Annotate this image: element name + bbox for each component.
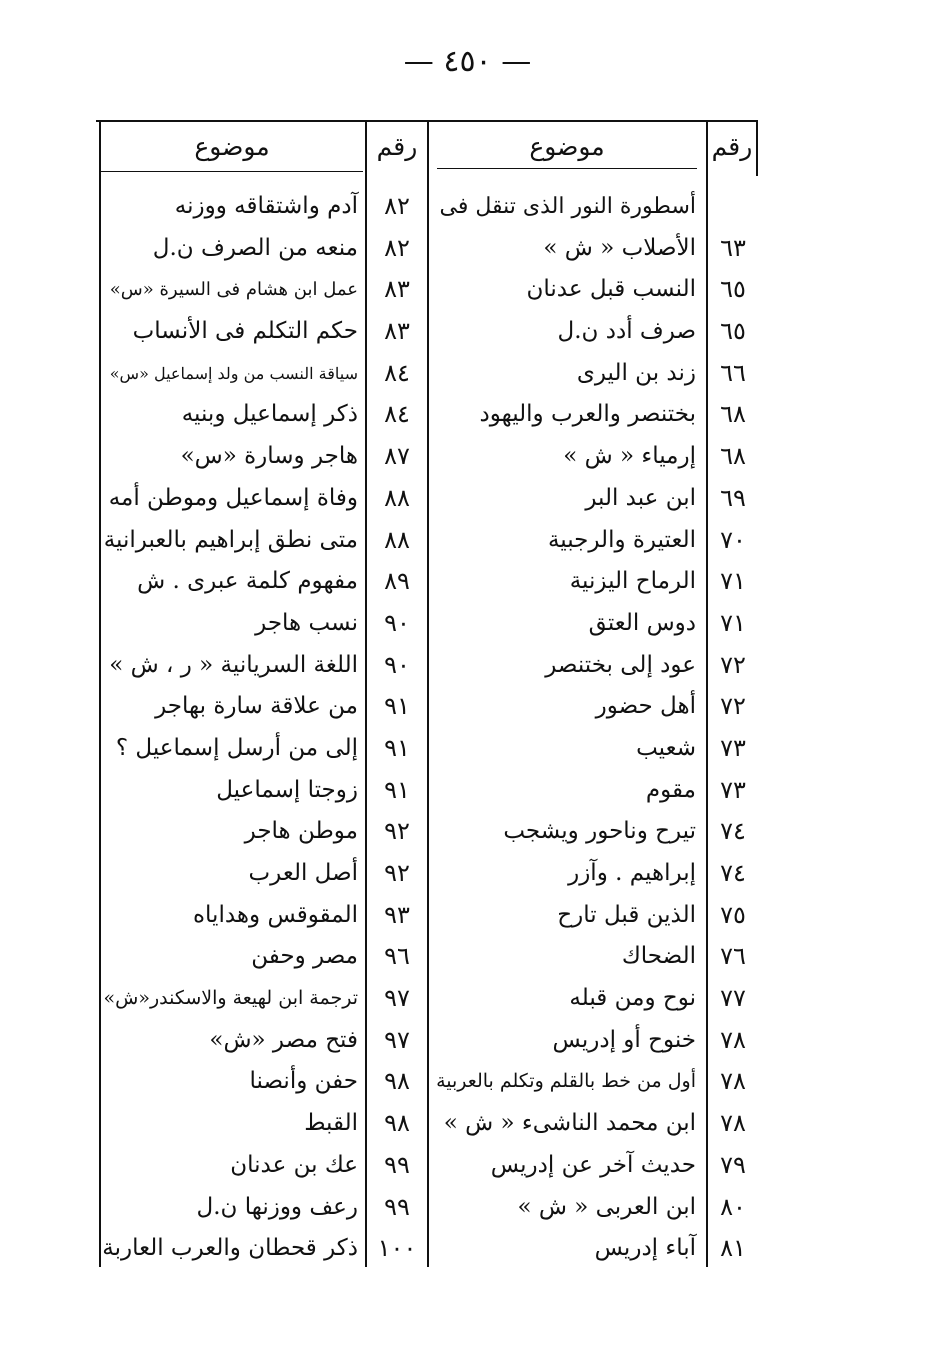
entry-topic: إلى من أرسل إسماعيل ؟ — [115, 734, 358, 761]
entry-page-number: ٩٨ — [384, 1067, 410, 1096]
right-number-header: رقم — [711, 132, 753, 161]
entry-topic: آدم واشتقاقه ووزنه — [174, 193, 358, 219]
entry-page-number: ٩٢ — [384, 859, 410, 887]
entry-topic: وفاة إسماعيل وموطن أمه — [108, 484, 358, 511]
entry-page-number: ٧٣ — [720, 775, 746, 804]
entry-page-number: ٧٤ — [720, 817, 746, 846]
entry-topic: رعف ووزنها ن.ل — [196, 1193, 358, 1220]
entry-page-number: ٩٠ — [384, 650, 410, 679]
entry-page-number: ٨١ — [720, 1234, 746, 1263]
left-topic-header: موضوع — [194, 132, 270, 161]
entry-page-number: ٦٣ — [720, 233, 746, 262]
entry-topic: إبراهيم . وآزر — [568, 860, 696, 886]
entry-topic: أهل حضور — [595, 693, 696, 720]
entry-topic: إرمياء « ش » — [563, 443, 696, 470]
entry-topic: بختنصر والعرب واليهود — [479, 401, 696, 428]
entry-topic: صرف أدد ن.ل — [557, 318, 696, 345]
entry-page-number: ٨٣ — [384, 275, 410, 304]
entry-page-number: ٧٤ — [720, 859, 746, 887]
entry-topic: الرماح اليزنية — [569, 568, 696, 595]
entry-topic: ابن العربى « ش » — [517, 1193, 696, 1220]
entry-page-number: ٧٧ — [720, 984, 746, 1013]
entry-topic: خنوح أو إدريس — [552, 1026, 696, 1053]
entry-topic: آباء إدريس — [594, 1235, 696, 1262]
entry-topic: زوجتا إسماعيل — [216, 776, 358, 803]
left-topic-column — [100, 186, 358, 1270]
entry-page-number: ١٠٠ — [377, 1234, 417, 1263]
entry-page-number: ٩٢ — [384, 817, 410, 846]
entry-topic: أصل العرب — [248, 860, 358, 886]
entry-topic: ابن عبد البر — [585, 484, 696, 511]
entry-page-number: ٧٠ — [720, 525, 746, 554]
column-divider-middle — [427, 122, 429, 1267]
entry-topic: القبط — [304, 1110, 358, 1137]
entry-page-number: ٨٤ — [384, 358, 410, 387]
entry-page-number: ٧١ — [720, 567, 746, 596]
entry-page-number: ٨٤ — [384, 400, 410, 429]
entry-topic: دوس العتق — [588, 609, 696, 636]
entry-page-number: ٦٩ — [720, 483, 746, 512]
entry-topic: متى نطق إبراهيم بالعبرانية — [103, 526, 358, 553]
entry-page-number: ٨٠ — [720, 1192, 746, 1221]
entry-topic: هاجر وسارة «س» — [180, 443, 358, 470]
entry-topic: أول من خط بالقلم وتكلم بالعربية — [436, 1070, 696, 1093]
entry-topic: النسب قبل عدنان — [526, 276, 696, 303]
entry-page-number: ٧٨ — [720, 1025, 746, 1054]
entry-topic: مفهوم كلمة عبرى . ش — [137, 568, 358, 595]
entry-page-number: ٩١ — [384, 775, 410, 804]
entry-topic: ترجمة ابن لهيعة والاسكندر«ش» — [103, 987, 358, 1010]
entry-topic: عك بن عدنان — [230, 1151, 358, 1178]
entry-page-number: ٩٧ — [384, 1025, 410, 1054]
entry-page-number: ٦٥ — [720, 317, 746, 346]
entry-topic: منعه من الصرف ن.ل — [152, 234, 358, 261]
entry-topic: ذكر إسماعيل وبنيه — [181, 401, 358, 428]
entry-page-number: ٩٦ — [384, 942, 410, 971]
right-topic-header: موضوع — [529, 132, 605, 161]
entry-topic: مقوم — [645, 776, 696, 803]
entry-page-number: ٦٨ — [720, 442, 746, 471]
entry-page-number: ٧٨ — [720, 1109, 746, 1138]
entry-topic: أسطورة النور الذى تنقل فى — [439, 194, 696, 219]
page-number: — ٤٥٠ — — [403, 44, 532, 79]
entry-topic: حفن وأنصنا — [249, 1068, 358, 1095]
entry-page-number: ٧٩ — [720, 1150, 746, 1179]
entry-page-number: ٩١ — [384, 733, 410, 762]
entry-page-number: ٨٣ — [384, 317, 410, 346]
entry-page-number: ٩٧ — [384, 984, 410, 1013]
entry-page-number: ٧٦ — [720, 942, 746, 971]
entry-topic: ذكر قحطان والعرب العاربة — [102, 1235, 358, 1262]
entry-page-number: ٦٦ — [720, 358, 746, 387]
entry-topic: زند بن اليرى — [576, 359, 696, 386]
entry-page-number: ٨٢ — [384, 192, 410, 220]
entry-topic: الذين قبل تارح — [557, 901, 696, 928]
entry-page-number: ٧٥ — [720, 900, 746, 929]
entry-topic: عود إلى بختنصر — [545, 651, 696, 678]
entry-page-number: ٦٥ — [720, 275, 746, 304]
entry-page-number: ٧٢ — [720, 692, 746, 721]
entry-topic: حكم التكلم فى الأنساب — [132, 318, 358, 345]
entry-page-number: ٩٣ — [384, 900, 410, 929]
entry-page-number — [708, 186, 758, 228]
entry-topic: العتيرة والرجبية — [547, 526, 696, 553]
entry-topic: تيرح وناحور ويشجب — [503, 818, 696, 845]
entry-topic: الأصلاب « ش » — [543, 234, 696, 261]
entry-topic: شعيب — [636, 734, 696, 761]
entry-topic: عمل ابن هشام فى السيرة «س» — [109, 279, 358, 301]
entry-page-number: ٩٩ — [384, 1192, 410, 1221]
entry-topic: حديث آخر عن إدريس — [490, 1151, 696, 1178]
entry-topic: من علاقة سارة بهاجر — [155, 693, 358, 720]
entry-topic: ابن محمد الناشىء « ش » — [443, 1110, 696, 1137]
entry-page-number: ٨٢ — [384, 233, 410, 262]
entry-topic: نسب هاجر — [255, 609, 358, 636]
entry-page-number: ٧٣ — [720, 733, 746, 762]
entry-topic: سياقة النسب من ولد إسماعيل «س» — [109, 363, 358, 383]
entry-page-number: ٨٩ — [384, 567, 410, 596]
entry-topic: موطن هاجر — [244, 818, 358, 845]
entry-page-number: ٩٩ — [384, 1150, 410, 1179]
left-number-column — [367, 186, 427, 1270]
entry-topic: اللغة السريانية « ر ، ش » — [109, 651, 358, 678]
entry-page-number: ٦٨ — [720, 400, 746, 429]
header-underline-left — [101, 171, 363, 172]
entry-page-number: ٩٠ — [384, 608, 410, 637]
entry-page-number: ٨٨ — [384, 525, 410, 554]
entry-topic: فتح مصر «ش» — [209, 1026, 358, 1053]
entry-topic: مصر وحفن — [251, 943, 358, 970]
left-number-header: رقم — [376, 132, 418, 161]
entry-page-number: ٧٢ — [720, 650, 746, 679]
entry-page-number: ٨٧ — [384, 442, 410, 471]
entry-topic: المقوقس وهداياه — [193, 901, 358, 928]
entry-page-number: ٧١ — [720, 608, 746, 637]
entry-page-number: ٧٨ — [720, 1067, 746, 1096]
entry-page-number: ٩٨ — [384, 1109, 410, 1138]
entry-page-number: ٩١ — [384, 692, 410, 721]
entry-topic: نوح ومن قبله — [569, 985, 696, 1012]
right-number-column — [708, 186, 758, 1270]
right-topic-column — [430, 186, 696, 1270]
entry-topic: الضحاك — [621, 943, 696, 970]
entry-page-number: ٨٨ — [384, 483, 410, 512]
